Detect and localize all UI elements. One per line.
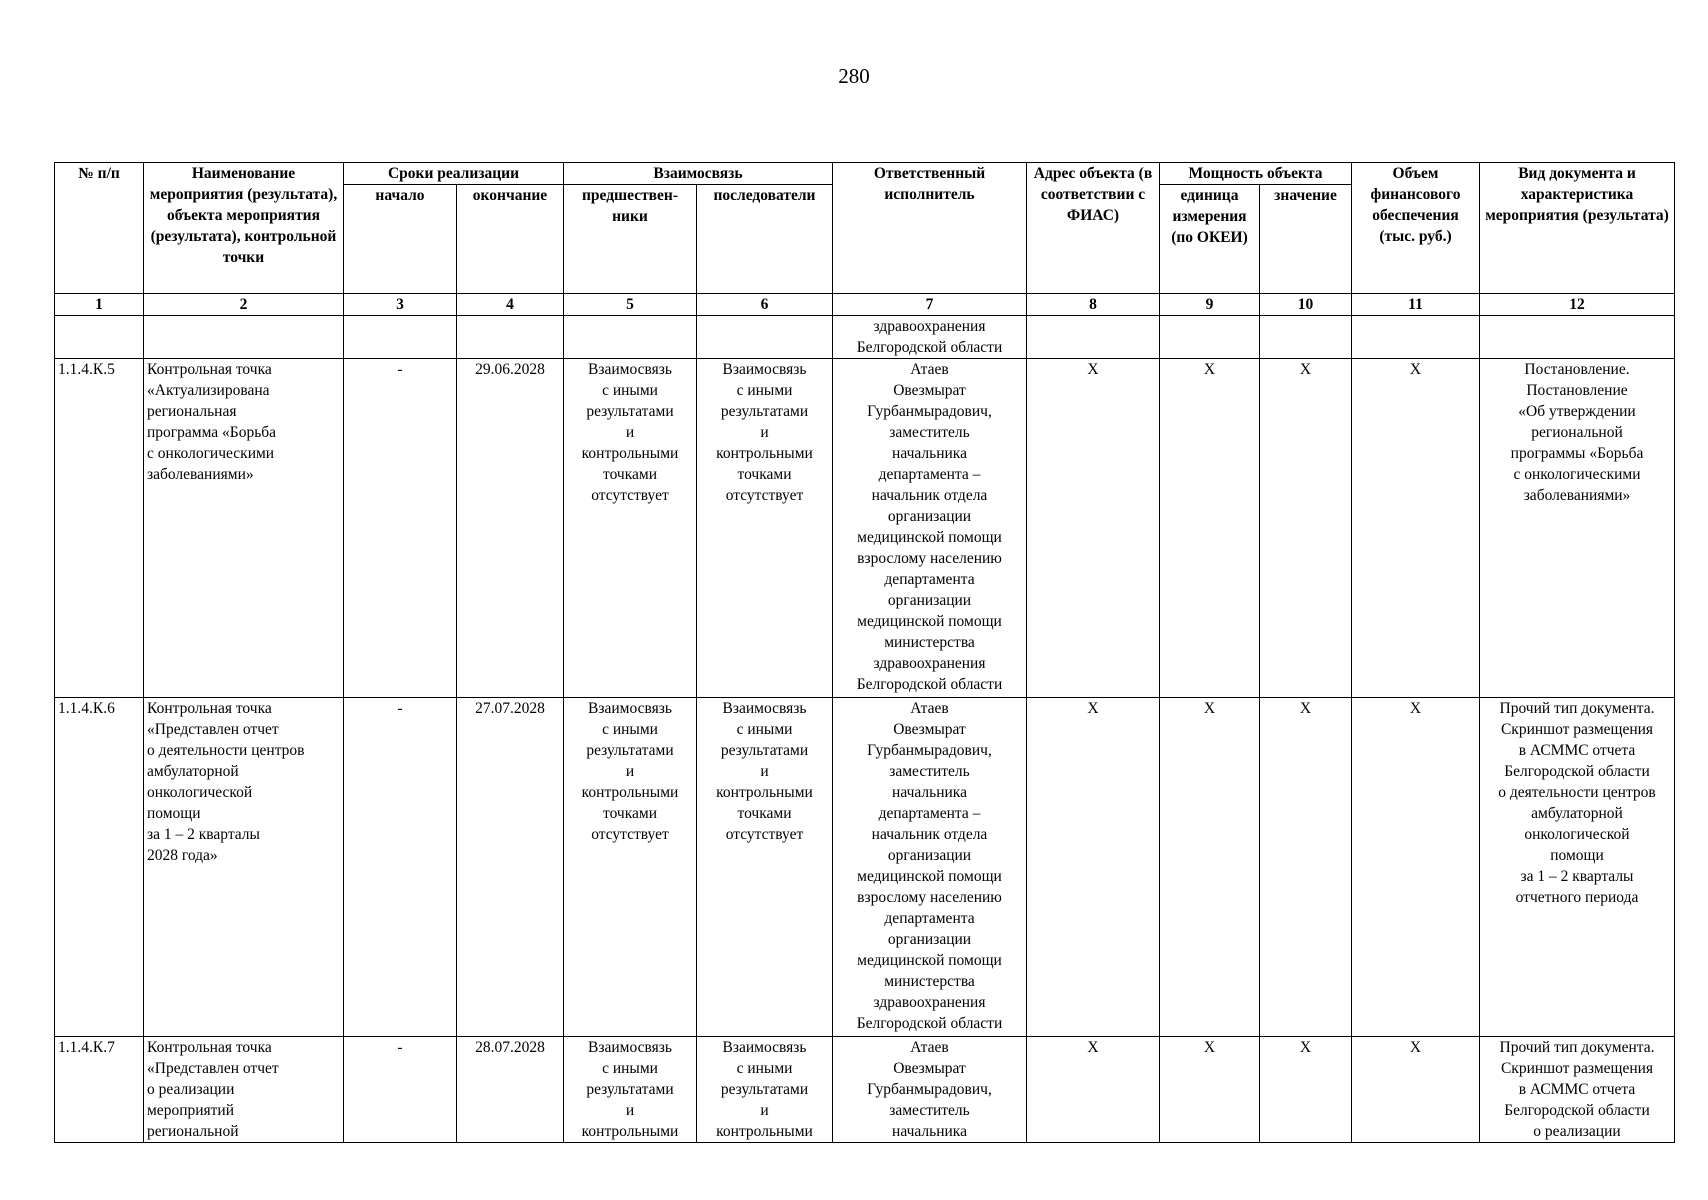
col-number: 1 — [55, 294, 144, 316]
row-unit: X — [1160, 1037, 1260, 1143]
row-start: - — [344, 1037, 457, 1143]
header-name: Наименование мероприятия (результата), объекта мероприятия (результата), контрольной точки — [144, 163, 344, 294]
row-document: Постановление. Постановление «Об утверждении региональной программы «Борьба с онкологическими заболеваниями» — [1480, 359, 1675, 698]
row-document: Прочий тип документа. Скриншот размещения в АСММС отчета Белгородской области о деятельности центров амбулаторной онкологической помощи за 1 – 2 кварталы отчетного периода — [1480, 698, 1675, 1037]
row-successors: Взаимосвязь с иными результатами и контрольными точками отсутствует — [697, 359, 833, 698]
col-number: 7 — [833, 294, 1027, 316]
col-number: 5 — [564, 294, 697, 316]
events-table — [54, 162, 1675, 1143]
row-responsible: Атаев Овезмырат Гурбанмырадович, заместитель начальника — [833, 1037, 1027, 1143]
row-successors: Взаимосвязь с иными результатами и контрольными — [697, 1037, 833, 1143]
header-end: окончание — [457, 185, 564, 294]
header-power: Мощность объекта — [1160, 163, 1352, 185]
row-address: X — [1027, 698, 1160, 1037]
header-address: Адрес объекта (в соответствии с ФИАС) — [1027, 163, 1160, 294]
row-value: X — [1260, 698, 1352, 1037]
row-name: Контрольная точка «Актуализирована региональная программа «Борьба с онкологическими заболеваниями» — [144, 359, 344, 698]
row-name: Контрольная точка «Представлен отчет о реализации мероприятий региональной — [144, 1037, 344, 1143]
continuation-row — [55, 316, 1675, 359]
col-number: 4 — [457, 294, 564, 316]
header-predecessors: предшествен-ники — [564, 185, 697, 294]
row-predecessors: Взаимосвязь с иными результатами и контрольными точками отсутствует — [564, 698, 697, 1037]
header-value: значение — [1260, 185, 1352, 294]
row-value: X — [1260, 1037, 1352, 1143]
row-predecessors: Взаимосвязь с иными результатами и контрольными точками отсутствует — [564, 359, 697, 698]
table-row — [55, 698, 1675, 1037]
row-finance: X — [1352, 359, 1480, 698]
col-number: 9 — [1160, 294, 1260, 316]
row-unit: X — [1160, 359, 1260, 698]
row-number: 1.1.4.К.6 — [55, 698, 144, 1037]
col-number: 10 — [1260, 294, 1352, 316]
header-successors: последователи — [697, 185, 833, 294]
row-successors: Взаимосвязь с иными результатами и контрольными точками отсутствует — [697, 698, 833, 1037]
row-end: 27.07.2028 — [457, 698, 564, 1037]
row-predecessors: Взаимосвязь с иными результатами и контрольными — [564, 1037, 697, 1143]
page-number: 280 — [838, 64, 870, 88]
row-responsible: Атаев Овезмырат Гурбанмырадович, заместитель начальника департамента – начальник отдела организации медицинской помощи взрослому населению департамента организации медицинской помощи министерства здравоохранения Белгородской области — [833, 359, 1027, 698]
header-finance: Объем финансового обеспечения (тыс. руб.) — [1352, 163, 1480, 294]
row-document: Прочий тип документа. Скриншот размещения в АСММС отчета Белгородской области о реализации — [1480, 1037, 1675, 1143]
row-finance: X — [1352, 1037, 1480, 1143]
col-number: 8 — [1027, 294, 1160, 316]
responsible-continuation: здравоохранения Белгородской области — [833, 316, 1027, 359]
table-row — [55, 359, 1675, 698]
row-end: 28.07.2028 — [457, 1037, 564, 1143]
row-start: - — [344, 359, 457, 698]
col-number: 12 — [1480, 294, 1675, 316]
row-finance: X — [1352, 698, 1480, 1037]
table-row — [55, 1037, 1675, 1143]
row-value: X — [1260, 359, 1352, 698]
row-end: 29.06.2028 — [457, 359, 564, 698]
row-number: 1.1.4.К.5 — [55, 359, 144, 698]
row-unit: X — [1160, 698, 1260, 1037]
header-unit: единица измерения (по ОКЕИ) — [1160, 185, 1260, 294]
row-start: - — [344, 698, 457, 1037]
header-number: № п/п — [55, 163, 144, 294]
row-number: 1.1.4.К.7 — [55, 1037, 144, 1143]
header-start: начало — [344, 185, 457, 294]
row-name: Контрольная точка «Представлен отчет о деятельности центров амбулаторной онкологической помощи за 1 – 2 кварталы 2028 года» — [144, 698, 344, 1037]
row-address: X — [1027, 1037, 1160, 1143]
row-address: X — [1027, 359, 1160, 698]
header-sroki: Сроки реализации — [344, 163, 564, 185]
col-number: 3 — [344, 294, 457, 316]
column-numbers-row — [55, 294, 1675, 316]
col-number: 2 — [144, 294, 344, 316]
col-number: 11 — [1352, 294, 1480, 316]
row-responsible: Атаев Овезмырат Гурбанмырадович, заместитель начальника департамента – начальник отдела организации медицинской помощи взрослому населению департамента организации медицинской помощи министерства здравоохранения Белгородской области — [833, 698, 1027, 1037]
header-document: Вид документа и характеристика мероприятия (результата) — [1480, 163, 1675, 294]
header-responsible: Ответственный исполнитель — [833, 163, 1027, 294]
col-number: 6 — [697, 294, 833, 316]
header-vzaim: Взаимосвязь — [564, 163, 833, 185]
